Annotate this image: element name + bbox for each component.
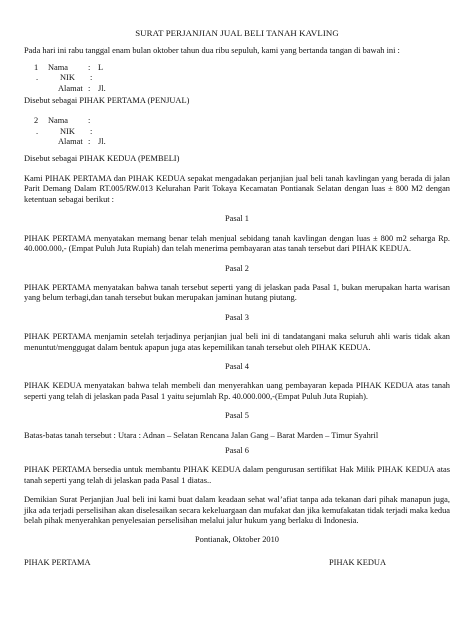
pasal-6-heading: Pasal 6: [225, 445, 249, 455]
party-1-nik-label: NIK: [60, 73, 75, 83]
party-1-address-sep: :: [88, 83, 91, 93]
party-2-address-value: Jl.: [98, 137, 106, 147]
pasal-4-heading: Pasal 4: [225, 361, 249, 371]
party-1-address-label: Alamat: [58, 83, 83, 93]
pasal-1-heading: Pasal 1: [225, 214, 249, 224]
party-1-name-sep: :: [88, 62, 91, 72]
party-1-nik-row: [34, 73, 450, 83]
signature-row: [24, 558, 450, 568]
party-1-nik-sep: :: [90, 73, 93, 83]
party-2-name-row: [34, 116, 450, 126]
party-2-block: [34, 116, 450, 147]
party-2-dot: .: [36, 126, 39, 136]
party-1-name-value: L: [98, 62, 104, 72]
document-title: SURAT PERJANJIAN JUAL BELI TANAH KAVLING: [135, 28, 339, 38]
party-1-address-row: [34, 84, 450, 94]
pasal-6-text: PIHAK PERTAMA bersedia untuk membantu PIHAK KEDUA dalam pengurusan sertifikat Hak Milik PIHAK KEDUA atas tanah seperti yang telah di jelaskan pada Pasal 1 diatas..: [24, 465, 450, 485]
party-2-name-label: Nama: [48, 116, 68, 126]
pasal-5-text: Batas-batas tanah tersebut : Utara : Adnan – Selatan Rencana Jalan Gang – Barat Marden – Timur Syahril: [24, 430, 379, 440]
party-2-name-sep: :: [88, 116, 91, 126]
pasal-3-heading: Pasal 3: [225, 312, 249, 322]
agreement-paragraph: Kami PIHAK PERTAMA dan PIHAK KEDUA sepakat mengadakan perjanjian jual beli tanah kavlingan yang berada di jalan Parit Demang Dalam RT.005/RW.013 Kelurahan Parit Tokaya Kecamatan Pontianak Selatan dengan luas ± 800 M2 dengan ketentuan sebagai berikut :: [24, 174, 450, 204]
pasal-2-heading: Pasal 2: [225, 263, 249, 273]
party-2-nik-sep: :: [90, 126, 93, 136]
party-2-address-label: Alamat: [58, 137, 83, 147]
party-2-nik-value: [100, 127, 450, 137]
party-2-nik-label: NIK: [60, 126, 75, 136]
party-1-nik-value: [100, 73, 450, 83]
signature-left-label: PIHAK PERTAMA: [24, 557, 91, 567]
party-1-address-value: Jl.: [98, 83, 106, 93]
party-2-nik-row: [34, 127, 450, 137]
intro-paragraph: Pada hari ini rabu tanggal enam bulan oktober tahun dua ribu sepuluh, kami yang bertanda tangan di bawah ini :: [24, 46, 400, 56]
pasal-2-text: PIHAK PERTAMA menyatakan bahwa tanah tersebut seperti yang di jelaskan pada Pasal 1, bukan merupakan harta warisan yang belum terbagi,dan tanah tersebut bukan merupakan jaminan hutang piutang.: [24, 282, 450, 303]
party-2-number: 2: [34, 116, 39, 126]
pasal-3-text: PIHAK PERTAMA menjamin setelah terjadinya perjanjian jual beli ini di tandatangani maka seluruh ahli waris tidak akan menuntut/menggugat dalam bentuk apapun juga atas kepemilikan tanah tersebut oleh PIHAK KEDUA.: [24, 332, 450, 352]
party-2-address-sep: :: [88, 137, 91, 147]
pasal-1-text: PIHAK PERTAMA menyatakan memang benar telah menjual sebidang tanah kavlingan dengan luas ± 800 m2 seharga Rp. 40.000.000,- (Empat Puluh Juta Rupiah) dan telah menerima pembayaran atas tanah tersebut dari PIHAK KEDUA.: [24, 233, 450, 254]
signature-right-label: PIHAK KEDUA: [329, 557, 386, 567]
party-2-name-value: [98, 116, 450, 126]
party-2-address-row: [34, 137, 450, 147]
pasal-5-heading: Pasal 5: [225, 411, 249, 421]
party-1-name-label: Nama: [48, 62, 68, 72]
party-1-role: Disebut sebagai PIHAK PERTAMA (PENJUAL): [24, 96, 190, 106]
party-1-name-row: [34, 63, 450, 73]
party-1-number: 1: [34, 62, 39, 72]
place-date: Pontianak, Oktober 2010: [195, 535, 279, 545]
closing-paragraph: Demikian Surat Perjanjian Jual beli ini kami buat dalam keadaan sehat wal’afiat tanpa ada tekanan dari pihak manapun juga, jika ada terjadi perselisihan akan diselesaikan secara kekeluargaan dan mufakat dan jika kemufakatan tidak terjadi maka kedua belah pihak menyerahkan penyelesaian perselisihan melalui jalur hukum yang berlaku di Indonesia.: [24, 495, 450, 525]
party-1-block: [34, 63, 450, 94]
party-2-role: Disebut sebagai PIHAK KEDUA (PEMBELI): [24, 153, 180, 163]
pasal-4-text: PIHAK KEDUA menyatakan bahwa telah membeli dan menyerahkan uang pembayaran kepada PIHAK KEDUA atas tanah seperti yang telah di jelaskan pada Pasal 1 yaitu sejumlah Rp. 40.000.000,-(Empat Puluh Juta Rupiah).: [24, 381, 450, 401]
party-1-dot: .: [36, 73, 39, 83]
